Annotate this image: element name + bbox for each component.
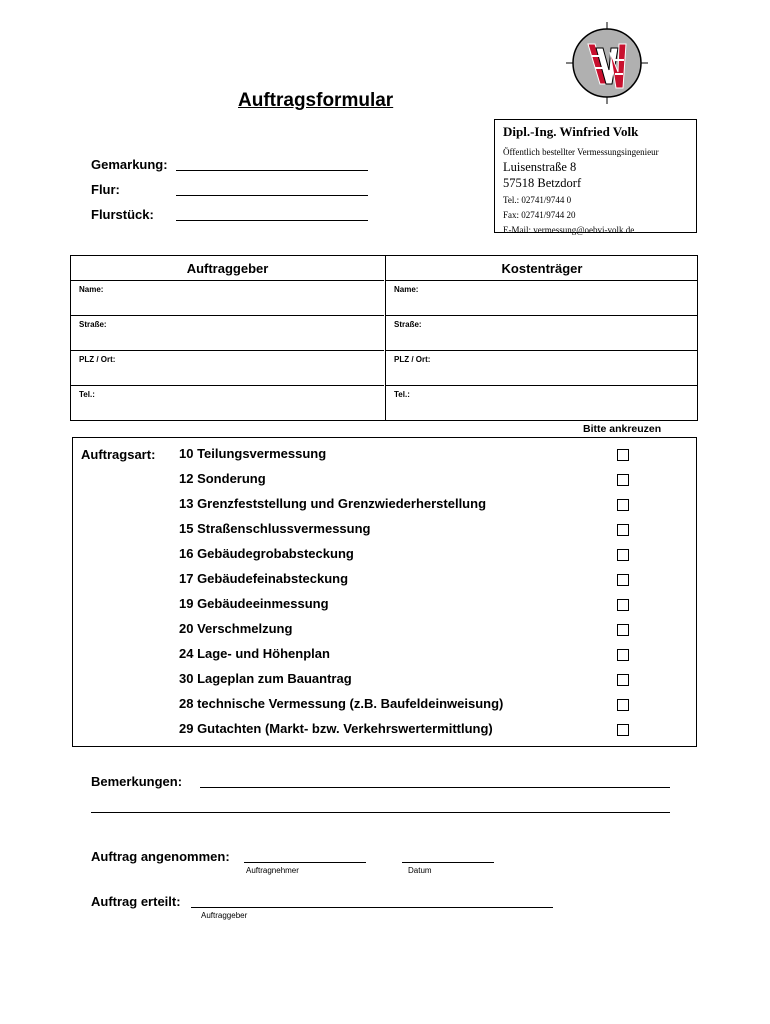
flurstueck-label: Flurstück: (91, 207, 154, 222)
form-title: Auftragsformular (238, 90, 394, 111)
flur-field[interactable] (176, 195, 368, 196)
contact-email: E-Mail: vermessung@oebvi-volk.de (503, 225, 635, 235)
order-item: 30 Lageplan zum Bauantrag (179, 671, 352, 686)
order-item: 12 Sonderung (179, 471, 266, 486)
remarks-label: Bemerkungen: (91, 774, 183, 789)
order-checkbox[interactable] (617, 599, 629, 611)
order-item: 20 Verschmelzung (179, 621, 293, 636)
payer-tel-field[interactable]: Tel.: (394, 390, 410, 399)
payer-header: Kostenträger (386, 256, 698, 281)
client-street-field[interactable]: Straße: (71, 316, 384, 351)
contact-name: Dipl.-Ing. Winfried Volk (503, 124, 639, 139)
order-item: 29 Gutachten (Markt- bzw. Verkehrswertermittlung) (179, 721, 493, 736)
client-city-field[interactable]: PLZ / Ort: (71, 351, 384, 386)
contact-city: 57518 Betzdorf (503, 176, 582, 190)
gemarkung-field[interactable] (176, 170, 368, 171)
order-item: 24 Lage- und Höhenplan (179, 646, 330, 661)
payer-street-field[interactable]: Straße: (386, 316, 698, 351)
order-types-box (72, 437, 697, 747)
order-checkbox[interactable] (617, 724, 629, 736)
company-logo (566, 22, 648, 104)
order-checkbox[interactable] (617, 674, 629, 686)
order-item: 13 Grenzfeststellung und Grenzwiederherstellung (179, 496, 487, 511)
gemarkung-label: Gemarkung: (91, 157, 168, 172)
order-item: 16 Gebäudegrobabsteckung (179, 546, 354, 561)
order-checkbox[interactable] (617, 699, 629, 711)
order-checkbox[interactable] (617, 624, 629, 636)
order-item: 19 Gebäudeeinmessung (179, 596, 329, 611)
order-item: 17 Gebäudefeinabsteckung (179, 571, 349, 586)
order-type-label: Auftragsart: (81, 447, 156, 462)
issued-label: Auftrag erteilt: (91, 894, 181, 909)
client-tel-field[interactable]: Tel.: (79, 390, 95, 399)
order-item: 15 Straßenschlussvermessung (179, 521, 371, 536)
parties-table (70, 255, 698, 421)
client-signature-field[interactable] (191, 907, 553, 908)
contact-role: Öffentlich bestellter Vermessungsingenieur (503, 147, 659, 157)
client-column (71, 256, 384, 420)
checkbox-hint: Bitte ankreuzen (583, 423, 662, 435)
contact-fax: Fax: 02741/9744 20 (503, 210, 576, 220)
order-checkbox[interactable] (617, 649, 629, 661)
payer-city-field[interactable]: PLZ / Ort: (386, 351, 698, 386)
order-item: 28 technische Vermessung (z.B. Baufeldeinweisung) (179, 696, 504, 711)
payer-column (385, 256, 698, 420)
contact-tel: Tel.: 02741/9744 0 (503, 195, 572, 205)
contractor-caption: Auftragnehmer (246, 866, 299, 875)
flur-label: Flur: (91, 182, 120, 197)
acceptance-date-field[interactable] (402, 862, 494, 863)
order-checkbox[interactable] (617, 474, 629, 486)
order-item: 10 Teilungsvermessung (179, 446, 327, 461)
order-checkbox[interactable] (617, 499, 629, 511)
order-checkbox[interactable] (617, 524, 629, 536)
remarks-field-line-2[interactable] (91, 812, 670, 813)
order-checkbox[interactable] (617, 449, 629, 461)
order-checkbox[interactable] (617, 549, 629, 561)
client-caption: Auftraggeber (201, 911, 248, 920)
flurstueck-field[interactable] (176, 220, 368, 221)
date-caption: Datum (408, 866, 432, 875)
contact-street: Luisenstraße 8 (503, 160, 577, 174)
client-name-field[interactable]: Name: (71, 281, 384, 316)
payer-name-field[interactable]: Name: (386, 281, 698, 316)
order-checkbox[interactable] (617, 574, 629, 586)
client-header: Auftraggeber (71, 256, 384, 281)
remarks-field[interactable] (200, 787, 670, 788)
contractor-signature-field[interactable] (244, 862, 366, 863)
accepted-label: Auftrag angenommen: (91, 849, 230, 864)
contact-box (494, 119, 697, 233)
